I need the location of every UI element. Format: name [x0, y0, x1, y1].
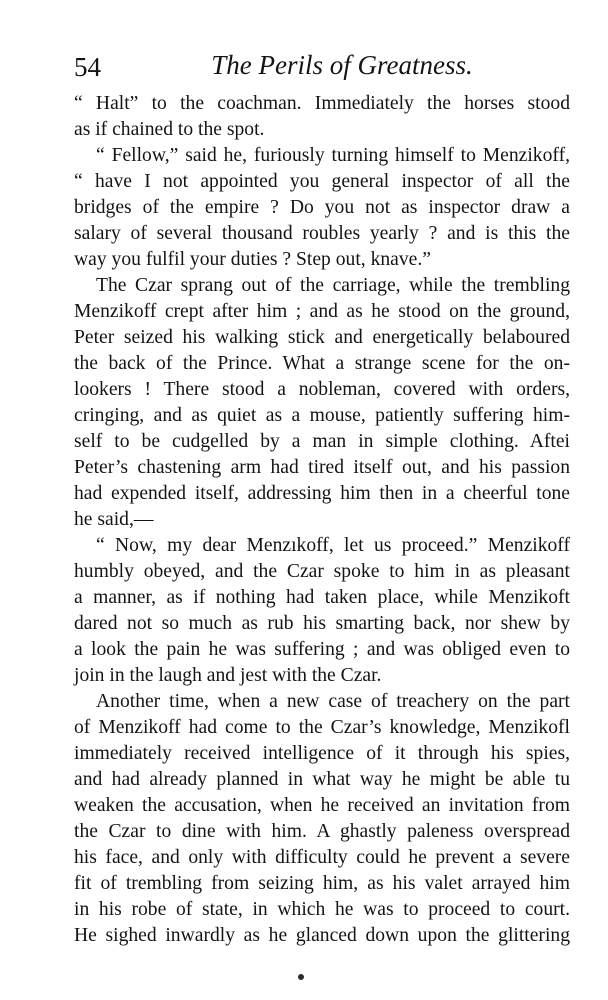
text-line: the back of the Prince. What a strange scene for the on-: [74, 353, 570, 374]
text-line: the Czar to dine with him. A ghastly paleness overspread: [74, 821, 570, 842]
text-line: “ Now, my dear Menzıkoff, let us proceed.” Menzikoff: [96, 535, 570, 556]
text-line: lookers ! There stood a nobleman, covered with orders,: [74, 379, 570, 400]
text-line: “ Halt” to the coachman. Immediately the horses stood: [74, 93, 570, 114]
text-line: dared not so much as rub his smarting back, nor shew by: [74, 613, 570, 634]
text-line: self to be cudgelled by a man in simple clothing. Aftei: [74, 431, 570, 452]
text-line: had expended itself, addressing him then in a cheerful tone: [74, 483, 570, 504]
text-line: fit of trembling from seizing him, as his valet arrayed him: [74, 873, 570, 894]
page-number: 54: [74, 52, 101, 82]
body-text: [74, 91, 570, 949]
text-line: a manner, as if nothing had taken place, while Menzikoft: [74, 587, 570, 608]
text-line: He sighed inwardly as he glanced down upon the glittering: [74, 925, 570, 946]
text-line: salary of several thousand roubles yearly ? and is this the: [74, 223, 570, 244]
footer-dot-ornament: [298, 974, 304, 980]
text-line: join in the laugh and jest with the Czar.: [74, 665, 382, 686]
text-line: Another time, when a new case of treachery on the part: [96, 691, 570, 712]
text-line: bridges of the empire ? Do you not as inspector draw a: [74, 197, 570, 218]
text-line: Peter seized his walking stick and energetically belaboured: [74, 327, 570, 348]
text-line: Peter’s chastening arm had tired itself out, and his passion: [74, 457, 570, 478]
text-line: in his robe of state, in which he was to proceed to court.: [74, 899, 570, 920]
text-line: a look the pain he was suffering ; and was obliged even to: [74, 639, 570, 660]
page-header: [74, 50, 570, 84]
text-line: cringing, and as quiet as a mouse, patiently suffering him-: [74, 405, 570, 426]
text-line: immediately received intelligence of it through his spies,: [74, 743, 570, 764]
text-line: “ Fellow,” said he, furiously turning himself to Menzikoff,: [96, 145, 570, 166]
text-line: humbly obeyed, and the Czar spoke to him in as pleasant: [74, 561, 570, 582]
text-line: “ have I not appointed you general inspector of all the: [74, 171, 570, 192]
text-line: of Menzikoff had come to the Czar’s knowledge, Menzikofl: [74, 717, 570, 738]
text-line: Menzikoff crept after him ; and as he stood on the ground,: [74, 301, 570, 322]
text-line: weaken the accusation, when he received an invitation from: [74, 795, 570, 816]
text-line: as if chained to the spot.: [74, 119, 265, 140]
running-title: The Perils of Greatness.: [211, 50, 473, 80]
text-line: way you fulfil your duties ? Step out, knave.”: [74, 249, 431, 270]
text-line: his face, and only with difficulty could he prevent a severe: [74, 847, 570, 868]
text-line: he said,—: [74, 509, 154, 530]
text-line: and had already planned in what way he might be able tu: [74, 769, 570, 790]
text-line: The Czar sprang out of the carriage, while the trembling: [96, 275, 570, 296]
